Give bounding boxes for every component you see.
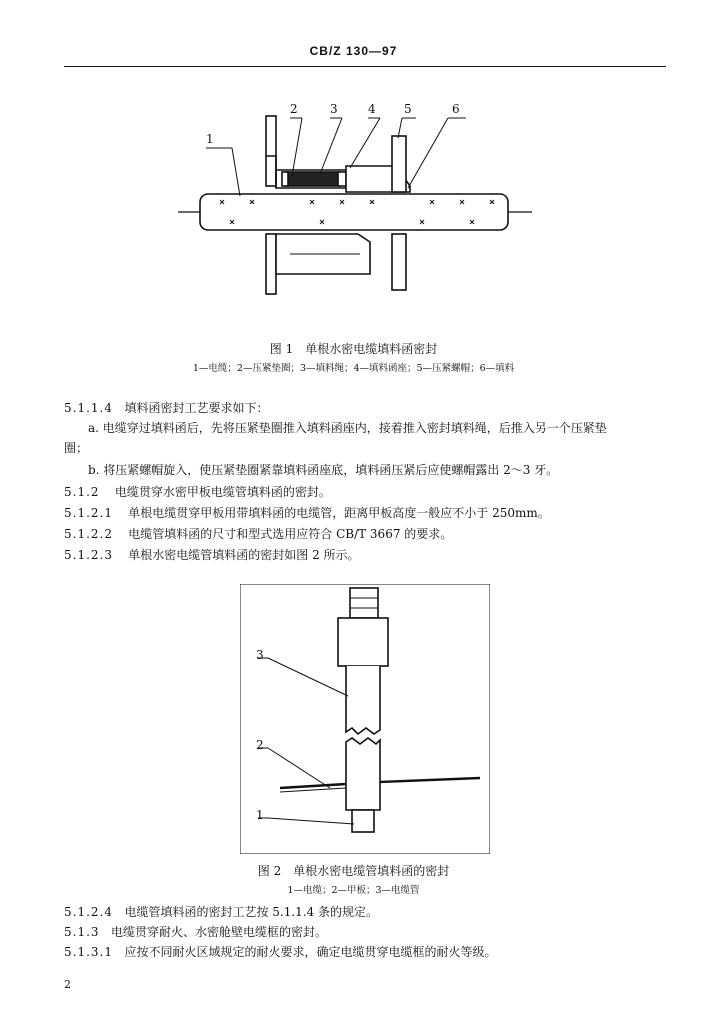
- clause-number: 5.1.3: [64, 925, 100, 939]
- fig2-callout-1: 1: [256, 808, 264, 822]
- clause-5-1-2: [64, 484, 331, 500]
- clause-number: 5.1.2.4: [64, 905, 113, 919]
- figure-1-legend: 1—电缆；2—压紧垫圈；3—填料绳；4—填料函座；5—压紧螺帽；6—填料: [192, 363, 515, 374]
- fig2-callout-3: 3: [256, 648, 264, 662]
- clause-5-1-2-4: [64, 904, 378, 920]
- fig1-callout-5: 5: [404, 102, 412, 116]
- clause-5-1-1-4-item-a-line1: a. 电缆穿过填料函后，先将压紧垫圈推入填料函座内，接着推入密封填料绳，后推入另一个压紧垫: [88, 421, 607, 435]
- clause-text: 电缆管填料函的尺寸和型式选用应符合 CB/T 3667 的要求。: [128, 527, 453, 541]
- clause-5-1-2-3: [64, 547, 360, 563]
- clause-5-1-2-1: [64, 505, 550, 521]
- clause-5-1-1-4: [64, 400, 268, 416]
- clause-number: 5.1.2.1: [64, 506, 113, 520]
- clause-text: 单根电缆贯穿甲板用带填料函的电缆管，距离甲板高度一般应不小于 250mm。: [128, 506, 550, 520]
- figure-1-caption: 图 1 单根水密电缆填料函密封: [269, 342, 438, 356]
- fig1-callout-4: 4: [368, 102, 376, 116]
- clause-5-1-2-2: [64, 526, 452, 542]
- clause-number: 5.1.2.3: [64, 548, 113, 562]
- clause-text: 应按不同耐火区域规定的耐火要求，确定电缆贯穿电缆框的耐火等级。: [124, 945, 497, 959]
- fig1-callout-3: 3: [330, 102, 338, 116]
- clause-text: 电缆贯穿耐火、水密舱壁电缆框的密封。: [111, 925, 328, 939]
- clause-5-1-1-4-item-b: b. 将压紧螺帽旋入，使压紧垫圈紧靠填料函座底，填料函压紧后应使螺帽露出 2～3 牙。: [88, 463, 559, 477]
- clause-text: 电缆管填料函的密封工艺按 5.1.1.4 条的规定。: [124, 905, 379, 919]
- clause-number: 5.1.2: [64, 485, 100, 499]
- clause-5-1-1-4-item-a-line2: 圈；: [64, 441, 89, 455]
- header-rule: [64, 66, 666, 67]
- figure-2-caption: 图 2 单根水密电缆管填料函的密封: [257, 864, 450, 878]
- clause-5-1-3-1: [64, 944, 496, 960]
- standard-code: CB/Z 130—97: [309, 44, 398, 58]
- fig1-callout-1: 1: [206, 132, 214, 146]
- page-number: 2: [64, 978, 71, 991]
- figure-1-drawing: [170, 96, 540, 336]
- clause-number: 5.1.2.2: [64, 527, 113, 541]
- clause-5-1-3: [64, 924, 327, 940]
- fig1-callout-6: 6: [452, 102, 460, 116]
- clause-text: 单根水密电缆管填料函的密封如图 2 所示。: [128, 548, 360, 562]
- fig2-callout-2: 2: [256, 738, 264, 752]
- clause-title: 填料函密封工艺要求如下：: [124, 401, 269, 415]
- figure-2-drawing: [240, 584, 490, 854]
- clause-number: 5.1.3.1: [64, 945, 113, 959]
- clause-number: 5.1.1.4: [64, 401, 113, 415]
- fig1-callout-2: 2: [290, 102, 298, 116]
- clause-text: 电缆贯穿水密甲板电缆管填料函的密封。: [114, 485, 331, 499]
- figure-2-legend: 1—电缆；2—甲板；3—电缆管: [287, 885, 420, 896]
